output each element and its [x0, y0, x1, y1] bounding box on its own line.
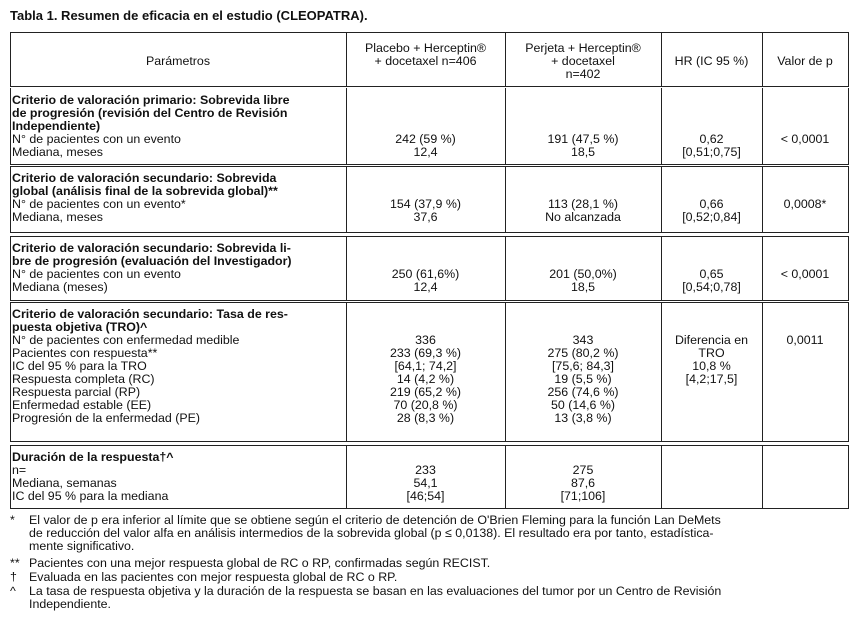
column-divider [762, 302, 763, 442]
section-bottom-rule [10, 508, 848, 509]
section-title-line: puesta objetiva (TRO)^ [12, 320, 148, 334]
cell-perjeta: 13 (3,8 %) [554, 411, 612, 425]
section-title-line: global (análisis final de la sobrevida global)** [12, 184, 278, 198]
cell-placebo: 12,4 [413, 280, 438, 294]
cell-perjeta: 275 [572, 463, 594, 477]
cell-hr: 0,66 [699, 197, 724, 211]
cell-placebo: 233 [415, 463, 436, 477]
header-p-value: Valor de p [777, 54, 833, 68]
section-title-line: bre de progresión (evaluación del Investigador) [12, 254, 292, 268]
cell-perjeta: 18,5 [570, 145, 596, 159]
row-label: IC del 95 % para la TRO [12, 359, 147, 373]
column-divider [848, 166, 849, 233]
column-divider [848, 32, 849, 87]
footnote [10, 571, 846, 584]
section-bottom-rule [10, 164, 848, 165]
cell-placebo: 37,6 [413, 210, 438, 224]
row-label: Mediana, meses [12, 145, 103, 159]
header-parameters: Parámetros [145, 54, 211, 68]
cell-placebo: 233 (69,3 %) [390, 346, 461, 360]
cell-placebo: 336 [415, 333, 436, 347]
section-bottom-rule [10, 441, 848, 442]
cell-placebo: 12,4 [413, 145, 438, 159]
cell-placebo: 242 (59 %) [395, 132, 456, 146]
column-divider [848, 88, 849, 165]
column-divider [10, 166, 11, 233]
column-divider [10, 302, 11, 442]
header-bottom-rule [10, 86, 848, 87]
table-top-rule [10, 32, 848, 33]
column-divider [10, 445, 11, 509]
cell-placebo: 28 (8,3 %) [396, 411, 455, 425]
cell-perjeta: 113 (28,1 %) [547, 197, 619, 211]
section-title-line: Criterio de valoración primario: Sobrevida libre [12, 93, 290, 107]
cell-placebo: 14 (4,2 %) [396, 372, 455, 386]
cell-perjeta: 191 (47,5 %) [547, 132, 619, 146]
footnote-text [29, 571, 846, 584]
footnote-mark: † [10, 570, 17, 584]
cell-perjeta: 343 [572, 333, 594, 347]
column-divider [10, 236, 11, 301]
cell-perjeta: 256 (74,6 %) [547, 385, 619, 399]
footnote-text [29, 514, 846, 553]
cell-perjeta: 275 (80,2 %) [547, 346, 619, 360]
cell-placebo: 154 (37,9 %) [390, 197, 461, 211]
header-perjeta-line: Perjeta + Herceptin® [525, 41, 641, 55]
footnote-line: de reducción del valor alfa en análisis intermedios de la sobrevida global (p ≤ 0,0138). El resultado era por tanto, estadística- [29, 526, 714, 540]
footnote-text [29, 557, 846, 570]
section-title-line: Independiente) [12, 119, 101, 133]
cell-hr: 0,65 [699, 267, 724, 281]
column-divider [848, 302, 849, 442]
cell-placebo: 70 (20,8 %) [393, 398, 458, 412]
section-top-rule [10, 302, 848, 303]
column-divider [762, 88, 763, 165]
section-title-line: Criterio de valoración secundario: Tasa de res- [12, 307, 288, 321]
section-bottom-rule [10, 300, 848, 301]
cell-hr: 0,62 [699, 132, 724, 146]
cell-perjeta: [75,6; 84,3] [551, 359, 614, 373]
section-top-rule [10, 236, 848, 237]
row-label: N° de pacientes con un evento [12, 132, 181, 146]
cell-p-value: 0,0011 [786, 333, 824, 347]
cell-placebo: 54,1 [413, 476, 438, 490]
row-label: N° de pacientes con un evento [12, 267, 181, 281]
cell-placebo: [46;54] [406, 489, 445, 503]
cell-p-value: < 0,0001 [780, 267, 830, 281]
footnote-mark: ** [10, 556, 20, 570]
header-placebo-line: + docetaxel n=406 [374, 54, 477, 68]
section-title-line: de progresión (revisión del Centro de Revisión [12, 106, 288, 120]
footnote-mark: * [10, 513, 15, 527]
footnote [10, 514, 846, 553]
header-hr: HR (IC 95 %) [674, 54, 749, 68]
column-divider [661, 445, 662, 509]
cell-hr: TRO [698, 346, 725, 360]
section-title-line: Duración de la respuesta†^ [12, 450, 174, 464]
cell-hr: [4,2;17,5] [685, 372, 738, 386]
column-divider [762, 445, 763, 509]
row-label: N° de pacientes con un evento* [12, 197, 186, 211]
section-top-rule [10, 166, 848, 167]
cell-perjeta: 87,6 [570, 476, 596, 490]
row-label: Pacientes con respuesta** [12, 346, 158, 360]
column-divider [848, 236, 849, 301]
row-label: Respuesta parcial (RP) [12, 385, 141, 399]
column-divider [10, 88, 11, 165]
cell-perjeta: 19 (5,5 %) [554, 372, 612, 386]
cell-hr: Diferencia en [674, 333, 748, 347]
section-bottom-rule [10, 232, 848, 233]
row-label: n= [12, 463, 27, 477]
row-label: Respuesta completa (RC) [12, 372, 155, 386]
cell-p-value: < 0,0001 [780, 132, 830, 146]
cell-perjeta: [71;106] [560, 489, 606, 503]
header-perjeta-line: n=402 [565, 67, 601, 81]
cell-perjeta: No alcanzada [545, 210, 621, 224]
section-title-line: Criterio de valoración secundario: Sobrevida li- [12, 241, 291, 255]
footnote-mark: ^ [10, 584, 16, 598]
footnote-text [29, 585, 846, 611]
footnote-line: Evaluada en las pacientes con mejor respuesta global de RC o RP. [29, 570, 398, 584]
header-perjeta-line: + docetaxel [551, 54, 615, 68]
row-label: Mediana, semanas [12, 476, 117, 490]
row-label: Mediana (meses) [12, 280, 108, 294]
section-title-line: Criterio de valoración secundario: Sobrevida [12, 171, 277, 185]
row-label: Progresión de la enfermedad (PE) [12, 411, 201, 425]
row-label: Mediana, meses [12, 210, 103, 224]
footnote-line: La tasa de respuesta objetiva y la duración de la respuesta se basan en las evaluaciones del tumor por un Centro de Revisión [29, 584, 722, 598]
cell-hr: [0,54;0,78] [682, 280, 741, 294]
cell-perjeta: 18,5 [570, 280, 596, 294]
footnote [10, 585, 846, 611]
section-top-rule [10, 445, 848, 446]
table-title: Tabla 1. Resumen de eficacia en el estudio (CLEOPATRA). [10, 8, 368, 23]
header-placebo-line: Placebo + Herceptin® [364, 41, 487, 55]
cell-hr: [0,51;0,75] [682, 145, 741, 159]
cell-hr: [0,52;0,84] [682, 210, 741, 224]
footnote-line: Pacientes con una mejor respuesta global de RC o RP, confirmadas según RECIST. [29, 556, 491, 570]
cell-perjeta: 50 (14,6 %) [550, 398, 616, 412]
column-divider [848, 445, 849, 509]
cell-placebo: [64,1; 74,2] [394, 359, 457, 373]
footnote [10, 557, 846, 570]
cell-placebo: 250 (61,6%) [391, 267, 460, 281]
row-label: IC del 95 % para la mediana [12, 489, 169, 503]
cell-perjeta: 201 (50,0%) [549, 267, 617, 281]
cell-placebo: 219 (65,2 %) [390, 385, 461, 399]
footnote-line: Independiente. [29, 597, 111, 611]
cell-p-value: 0,0008* [783, 197, 827, 211]
footnote-line: El valor de p era inferior al límite que se obtiene según el criterio de detención de O'Brien Fleming para la función Lan DeMets [29, 513, 721, 527]
row-label: N° de pacientes con enfermedad medible [12, 333, 240, 347]
cell-hr: 10,8 % [692, 359, 731, 373]
row-label: Enfermedad estable (EE) [12, 398, 152, 412]
footnote-line: mente significativo. [29, 539, 135, 553]
